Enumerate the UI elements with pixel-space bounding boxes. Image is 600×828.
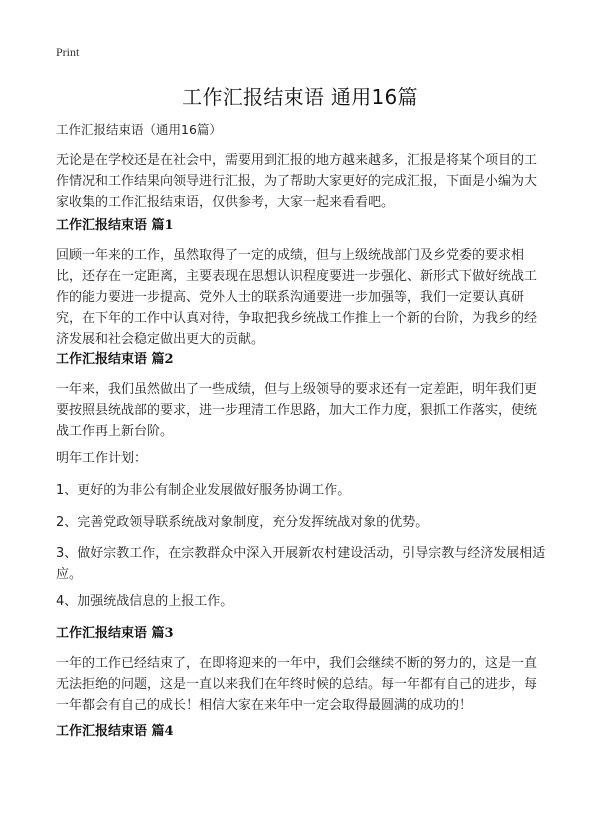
document-title: 工作汇报结束语 通用16篇 <box>182 85 418 109</box>
print-link[interactable]: Print <box>56 45 80 59</box>
plan-item-1: 1、更好的为非公有制企业发展做好服务协调工作。 <box>56 483 351 498</box>
section-1-paragraph: 回顾一年来的工作，虽然取得了一定的成绩，但与上级统战部门及乡党委的要求相比，还存在一定距离，主要表现在思想认识程度要进一步强化、新形式下做好统战工作的能力要进一步提高、党外人士的联系沟通要进一步加强等，我们一定要认真研究，在下年的工作中认真对待，争取把我乡统战工作推上一个新的台阶，为我乡的经济发展和社会稳定做出更大的贡献。 <box>56 248 538 347</box>
section-3-paragraph: 一年的工作已经结束了，在即将迎来的一年中，我们会继续不断的努力的，这是一直无法拒绝的问题，这是一直以来我们在年终时候的总结。每一年都有自己的进步，每一年都会有自己的成长！相信大家在来年中一定会取得最圆满的成功的！ <box>56 656 538 713</box>
section-2-paragraph: 一年来，我们虽然做出了一些成绩，但与上级领导的要求还有一定差距，明年我们更要按照县统战部的要求，进一步理清工作思路，加大工作力度，狠抓工作落实，使统战工作再上新台阶。 <box>56 382 538 439</box>
plan-label: 明年工作计划： <box>56 451 148 466</box>
intro-paragraph: 无论是在学校还是在社会中，需要用到汇报的地方越来越多，汇报是将某个项目的工作情况和工作结果向领导进行汇报，为了帮助大家更好的完成汇报，下面是小编为大家收集的工作汇报结束语，仅供参考，大家一起来看看吧。 <box>56 153 538 210</box>
section-heading-4: 工作汇报结束语 篇4 <box>56 724 174 739</box>
plan-item-2: 2、完善党政领导联系统战对象制度，充分发挥统战对象的优势。 <box>56 515 429 530</box>
section-heading-1: 工作汇报结束语 篇1 <box>56 218 174 233</box>
plan-item-4: 4、加强统战信息的上报工作。 <box>56 594 234 609</box>
plan-item-3: 3、做好宗教工作，在宗教群众中深入开展新农村建设活动，引导宗教与经济发展相适应。 <box>56 546 546 582</box>
section-heading-2: 工作汇报结束语 篇2 <box>56 352 174 367</box>
document-subtitle: 工作汇报结束语（通用16篇） <box>56 122 222 137</box>
section-heading-3: 工作汇报结束语 篇3 <box>56 626 174 641</box>
